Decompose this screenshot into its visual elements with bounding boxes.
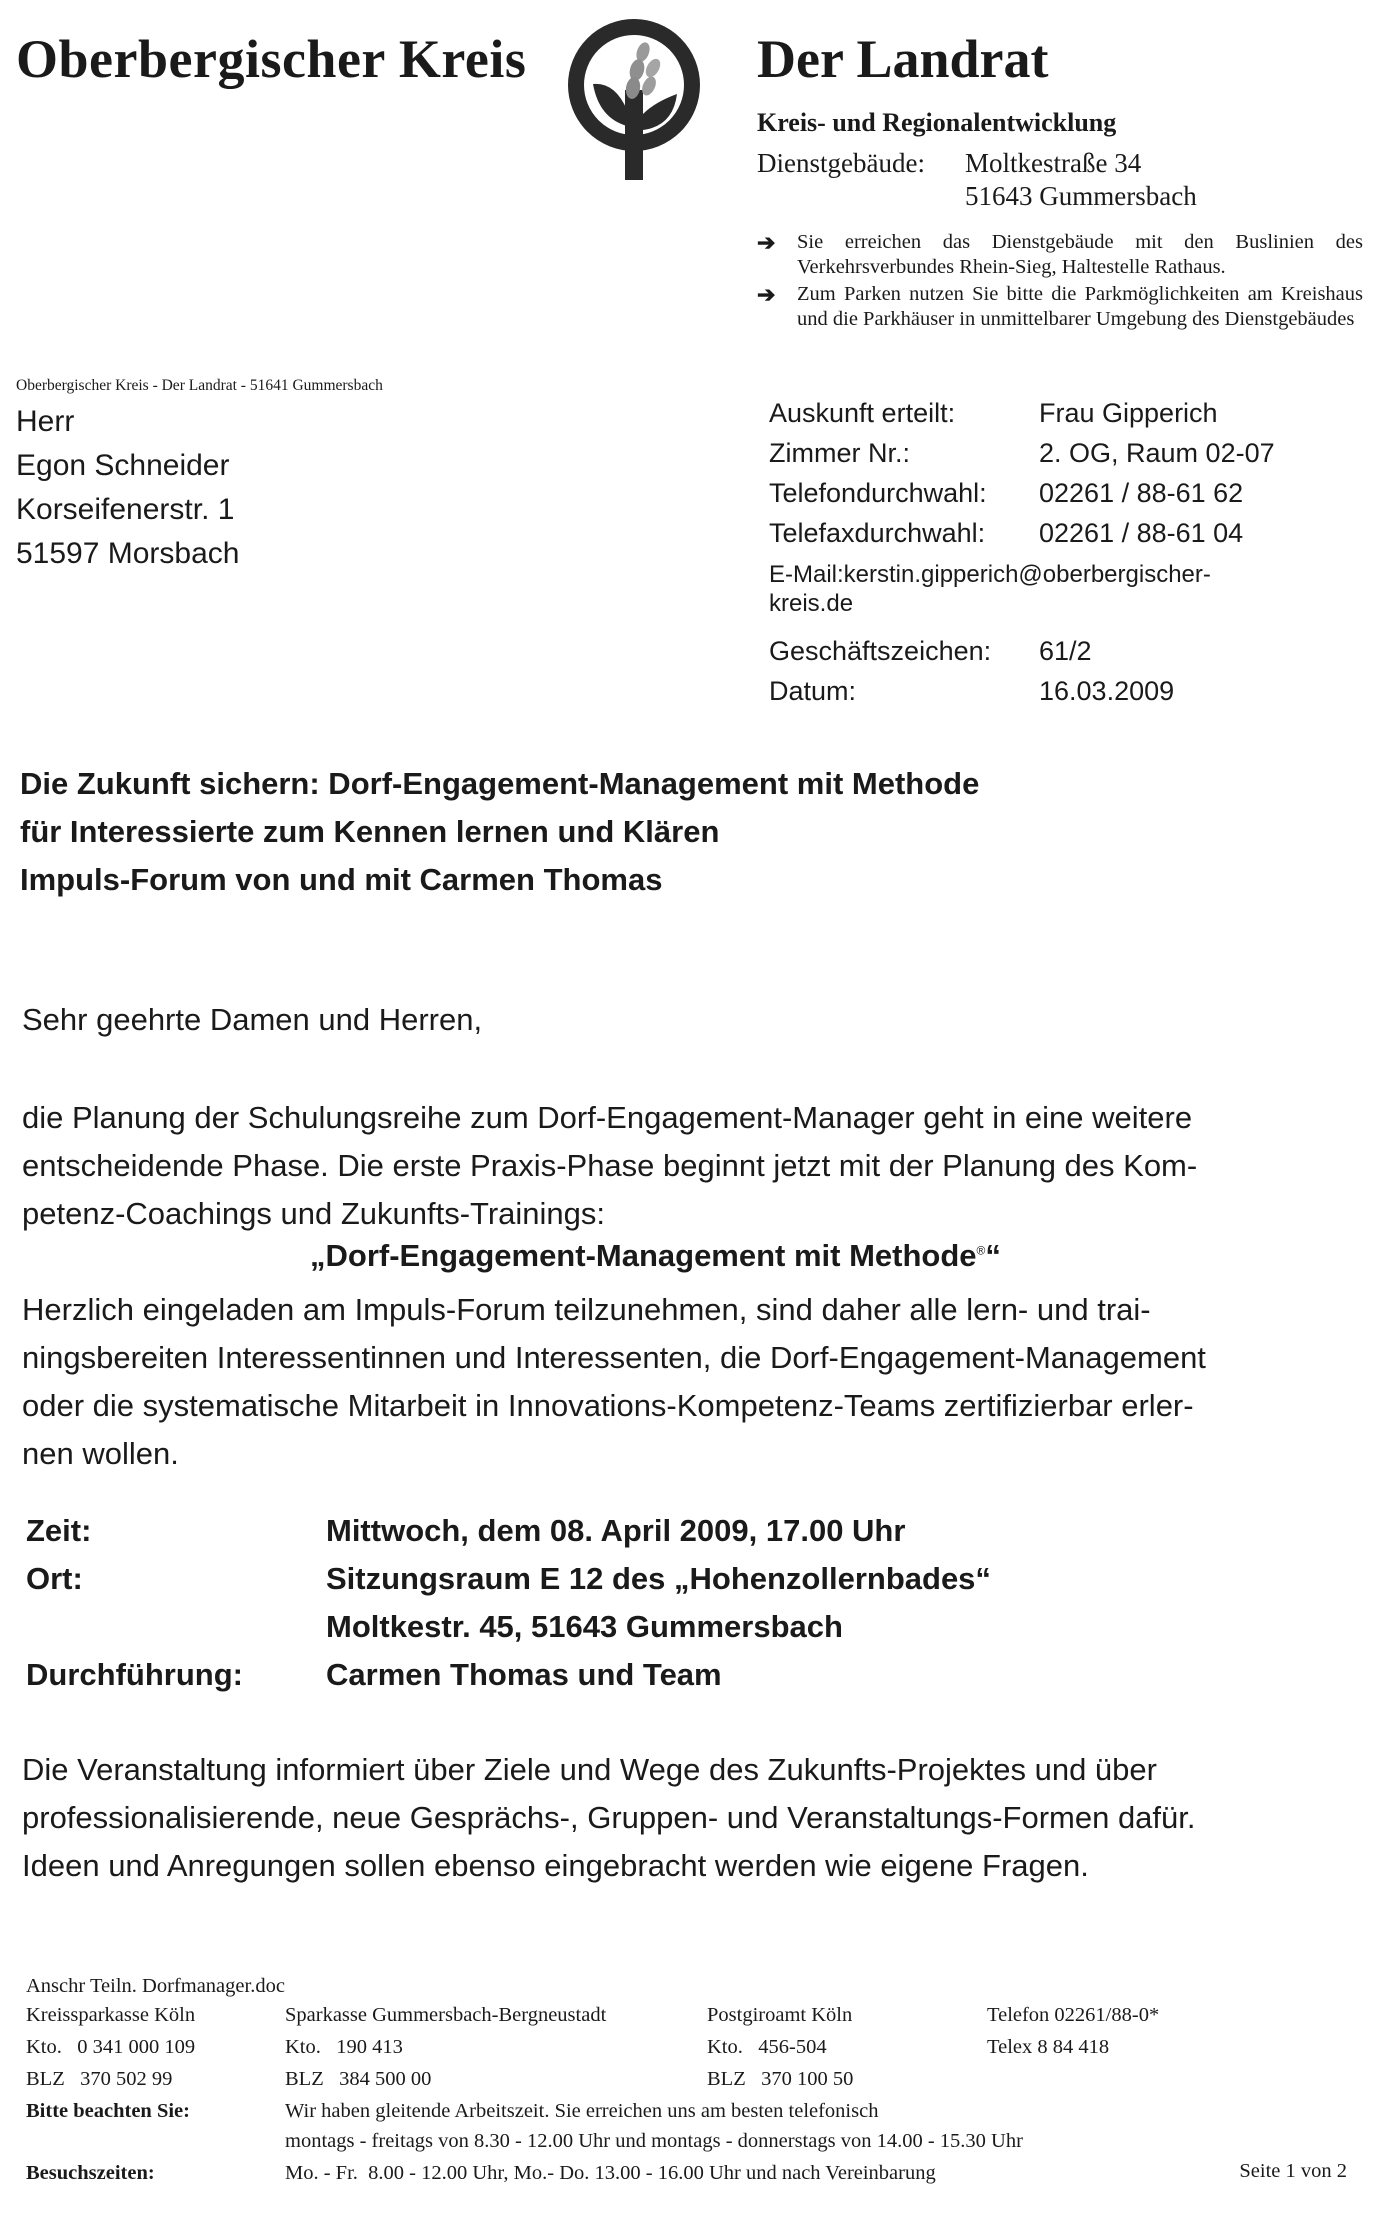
oberbergischer-kreis-logo bbox=[565, 18, 703, 180]
paragraph-line: Ideen und Anregungen sollen ebenso eingebracht werden wie eigene Fragen. bbox=[22, 1848, 1089, 1883]
telefax-value: 02261 / 88-61 04 bbox=[1039, 518, 1244, 548]
contact-zeichen bbox=[769, 636, 1092, 667]
arrow-right-icon: ➔ bbox=[757, 282, 776, 307]
zeit-value: Mittwoch, dem 08. April 2009, 17.00 Uhr bbox=[326, 1513, 906, 1548]
beachten-label: Bitte beachten Sie: bbox=[26, 2100, 190, 2122]
zeit-label: Zeit: bbox=[26, 1513, 92, 1548]
paragraph-line: Die Veranstaltung informiert über Ziele und Wege des Zukunfts-Projektes und über bbox=[22, 1752, 1157, 1787]
recipient-salutation: Herr bbox=[16, 405, 75, 438]
footer-telefon: Telefon 02261/88-0* bbox=[987, 2004, 1160, 2026]
parking-note-text: Zum Parken nutzen Sie bitte die Parkmöglichkeiten am Kreishaus und die Parkhäuser in unmittelbarer Umgebung des Dienstgebäudes bbox=[797, 283, 1363, 330]
contact-email[interactable]: E-Mail:kerstin.gipperich@oberbergischer-kreis.de bbox=[769, 561, 1211, 617]
bank1-blz: BLZ 370 502 99 bbox=[26, 2068, 173, 2090]
zeichen-value: 61/2 bbox=[1039, 636, 1092, 666]
telefax-label: Telefaxdurchwahl: bbox=[769, 518, 986, 548]
subject-line: für Interessierte zum Kennen lernen und Klären bbox=[20, 814, 720, 849]
telefon-value: 02261 / 88-61 62 bbox=[1039, 478, 1244, 508]
contact-telefax bbox=[769, 518, 1243, 549]
recipient-address bbox=[16, 400, 239, 576]
bank1-name: Kreissparkasse Köln bbox=[26, 2004, 196, 2026]
recipient-city: 51597 Morsbach bbox=[16, 537, 240, 570]
building-city: 51643 Gummersbach bbox=[965, 181, 1197, 211]
zimmer-label: Zimmer Nr.: bbox=[769, 438, 910, 468]
recipient-street: Korseifenerstr. 1 bbox=[16, 493, 235, 526]
event-title bbox=[310, 1238, 1001, 1274]
bank3-blz: BLZ 370 100 50 bbox=[707, 2068, 854, 2090]
contact-auskunft bbox=[769, 398, 1218, 429]
ort-address: Moltkestr. 45, 51643 Gummersbach bbox=[326, 1609, 843, 1644]
besuch-value: Mo. - Fr. 8.00 - 12.00 Uhr, Mo.- Do. 13.00 - 16.00 Uhr und nach Vereinbarung bbox=[285, 2162, 936, 2184]
paragraph-line: Herzlich eingeladen am Impuls-Forum teilzunehmen, sind daher alle lern- und trai- bbox=[22, 1292, 1151, 1327]
detail-ort-address bbox=[26, 1603, 991, 1651]
event-title-close: “ bbox=[985, 1238, 1001, 1273]
building-label: Dienstgebäude: bbox=[757, 148, 925, 178]
building-street: Moltkestraße 34 bbox=[965, 148, 1142, 178]
authority-name: Der Landrat bbox=[757, 29, 1049, 89]
datum-label: Datum: bbox=[769, 676, 857, 706]
footer-filename: Anschr Teiln. Dorfmanager.doc bbox=[26, 1975, 285, 1997]
bank2-blz: BLZ 384 500 00 bbox=[285, 2068, 432, 2090]
paragraph-information bbox=[22, 1746, 1322, 1890]
paragraph-invitation bbox=[22, 1286, 1322, 1478]
paragraph-line: die Planung der Schulungsreihe zum Dorf-Engagement-Manager geht in eine weitere bbox=[22, 1100, 1193, 1135]
zimmer-value: 2. OG, Raum 02-07 bbox=[1039, 438, 1275, 468]
paragraph-line: petenz-Coachings und Zukunfts-Trainings: bbox=[22, 1196, 605, 1231]
bank3-kto: Kto. 456-504 bbox=[707, 2036, 827, 2058]
sender-line: Oberbergischer Kreis - Der Landrat - 51641 Gummersbach bbox=[16, 377, 383, 394]
beachten-line-2: montags - freitags von 8.30 - 12.00 Uhr und montags - donnerstags von 14.00 - 15.30 Uhr bbox=[285, 2130, 1023, 2152]
paragraph-line: oder die systematische Mitarbeit in Innovations-Kompetenz-Teams zertifizierbar erler- bbox=[22, 1388, 1194, 1423]
arrow-right-icon: ➔ bbox=[757, 230, 776, 255]
bank1-kto: Kto. 0 341 000 109 bbox=[26, 2036, 196, 2058]
paragraph-line: entscheidende Phase. Die erste Praxis-Phase beginnt jetzt mit der Planung des Kom- bbox=[22, 1148, 1198, 1183]
ort-label: Ort: bbox=[26, 1561, 83, 1596]
subject bbox=[20, 760, 979, 904]
bus-note bbox=[757, 230, 1363, 280]
parking-note bbox=[757, 282, 1363, 332]
zeichen-label: Geschäftszeichen: bbox=[769, 636, 992, 666]
bank3-name: Postgiroamt Köln bbox=[707, 2004, 853, 2026]
paragraph-line: professionalisierende, neue Gesprächs-, Gruppen- und Veranstaltungs-Formen dafür. bbox=[22, 1800, 1196, 1835]
bank2-kto: Kto. 190 413 bbox=[285, 2036, 403, 2058]
contact-telefon bbox=[769, 478, 1243, 509]
event-details bbox=[26, 1507, 991, 1699]
department-name: Kreis- und Regionalentwicklung bbox=[757, 108, 1117, 137]
telefon-label: Telefondurchwahl: bbox=[769, 478, 987, 508]
bank2-name: Sparkasse Gummersbach-Bergneustadt bbox=[285, 2004, 607, 2026]
paragraph-line: nen wollen. bbox=[22, 1436, 179, 1471]
bus-note-text: Sie erreichen das Dienstgebäude mit den Buslinien des Verkehrsverbundes Rhein-Sieg, Haltestelle Rathaus. bbox=[797, 231, 1363, 278]
contact-datum bbox=[769, 676, 1174, 707]
detail-zeit bbox=[26, 1507, 991, 1555]
paragraph-intro bbox=[22, 1094, 1322, 1238]
organization-name: Oberbergischer Kreis bbox=[16, 29, 527, 89]
ort-value: Sitzungsraum E 12 des „Hohenzollernbades“ bbox=[326, 1561, 991, 1596]
auskunft-label: Auskunft erteilt: bbox=[769, 398, 956, 428]
greeting: Sehr geehrte Damen und Herren, bbox=[22, 1002, 483, 1037]
subject-line: Die Zukunft sichern: Dorf-Engagement-Management mit Methode bbox=[20, 766, 980, 801]
durchfuehrung-label: Durchführung: bbox=[26, 1657, 243, 1692]
paragraph-line: ningsbereiten Interessentinnen und Interessenten, die Dorf-Engagement-Management bbox=[22, 1340, 1206, 1375]
auskunft-value: Frau Gipperich bbox=[1039, 398, 1218, 428]
recipient-name: Egon Schneider bbox=[16, 449, 230, 482]
registered-mark: ® bbox=[976, 1243, 986, 1258]
durchfuehrung-value: Carmen Thomas und Team bbox=[326, 1657, 722, 1692]
beachten-line-1: Wir haben gleitende Arbeitszeit. Sie erreichen uns am besten telefonisch bbox=[285, 2100, 879, 2122]
footer-telex: Telex 8 84 418 bbox=[987, 2036, 1110, 2058]
event-title-text: „Dorf-Engagement-Management mit Methode bbox=[310, 1238, 977, 1273]
datum-value: 16.03.2009 bbox=[1039, 676, 1175, 706]
detail-ort bbox=[26, 1555, 991, 1603]
page-number: Seite 1 von 2 bbox=[1239, 2160, 1347, 2182]
detail-durchfuehrung bbox=[26, 1651, 991, 1699]
besuch-label: Besuchszeiten: bbox=[26, 2162, 155, 2184]
contact-zimmer bbox=[769, 438, 1275, 469]
subject-line: Impuls-Forum von und mit Carmen Thomas bbox=[20, 862, 663, 897]
